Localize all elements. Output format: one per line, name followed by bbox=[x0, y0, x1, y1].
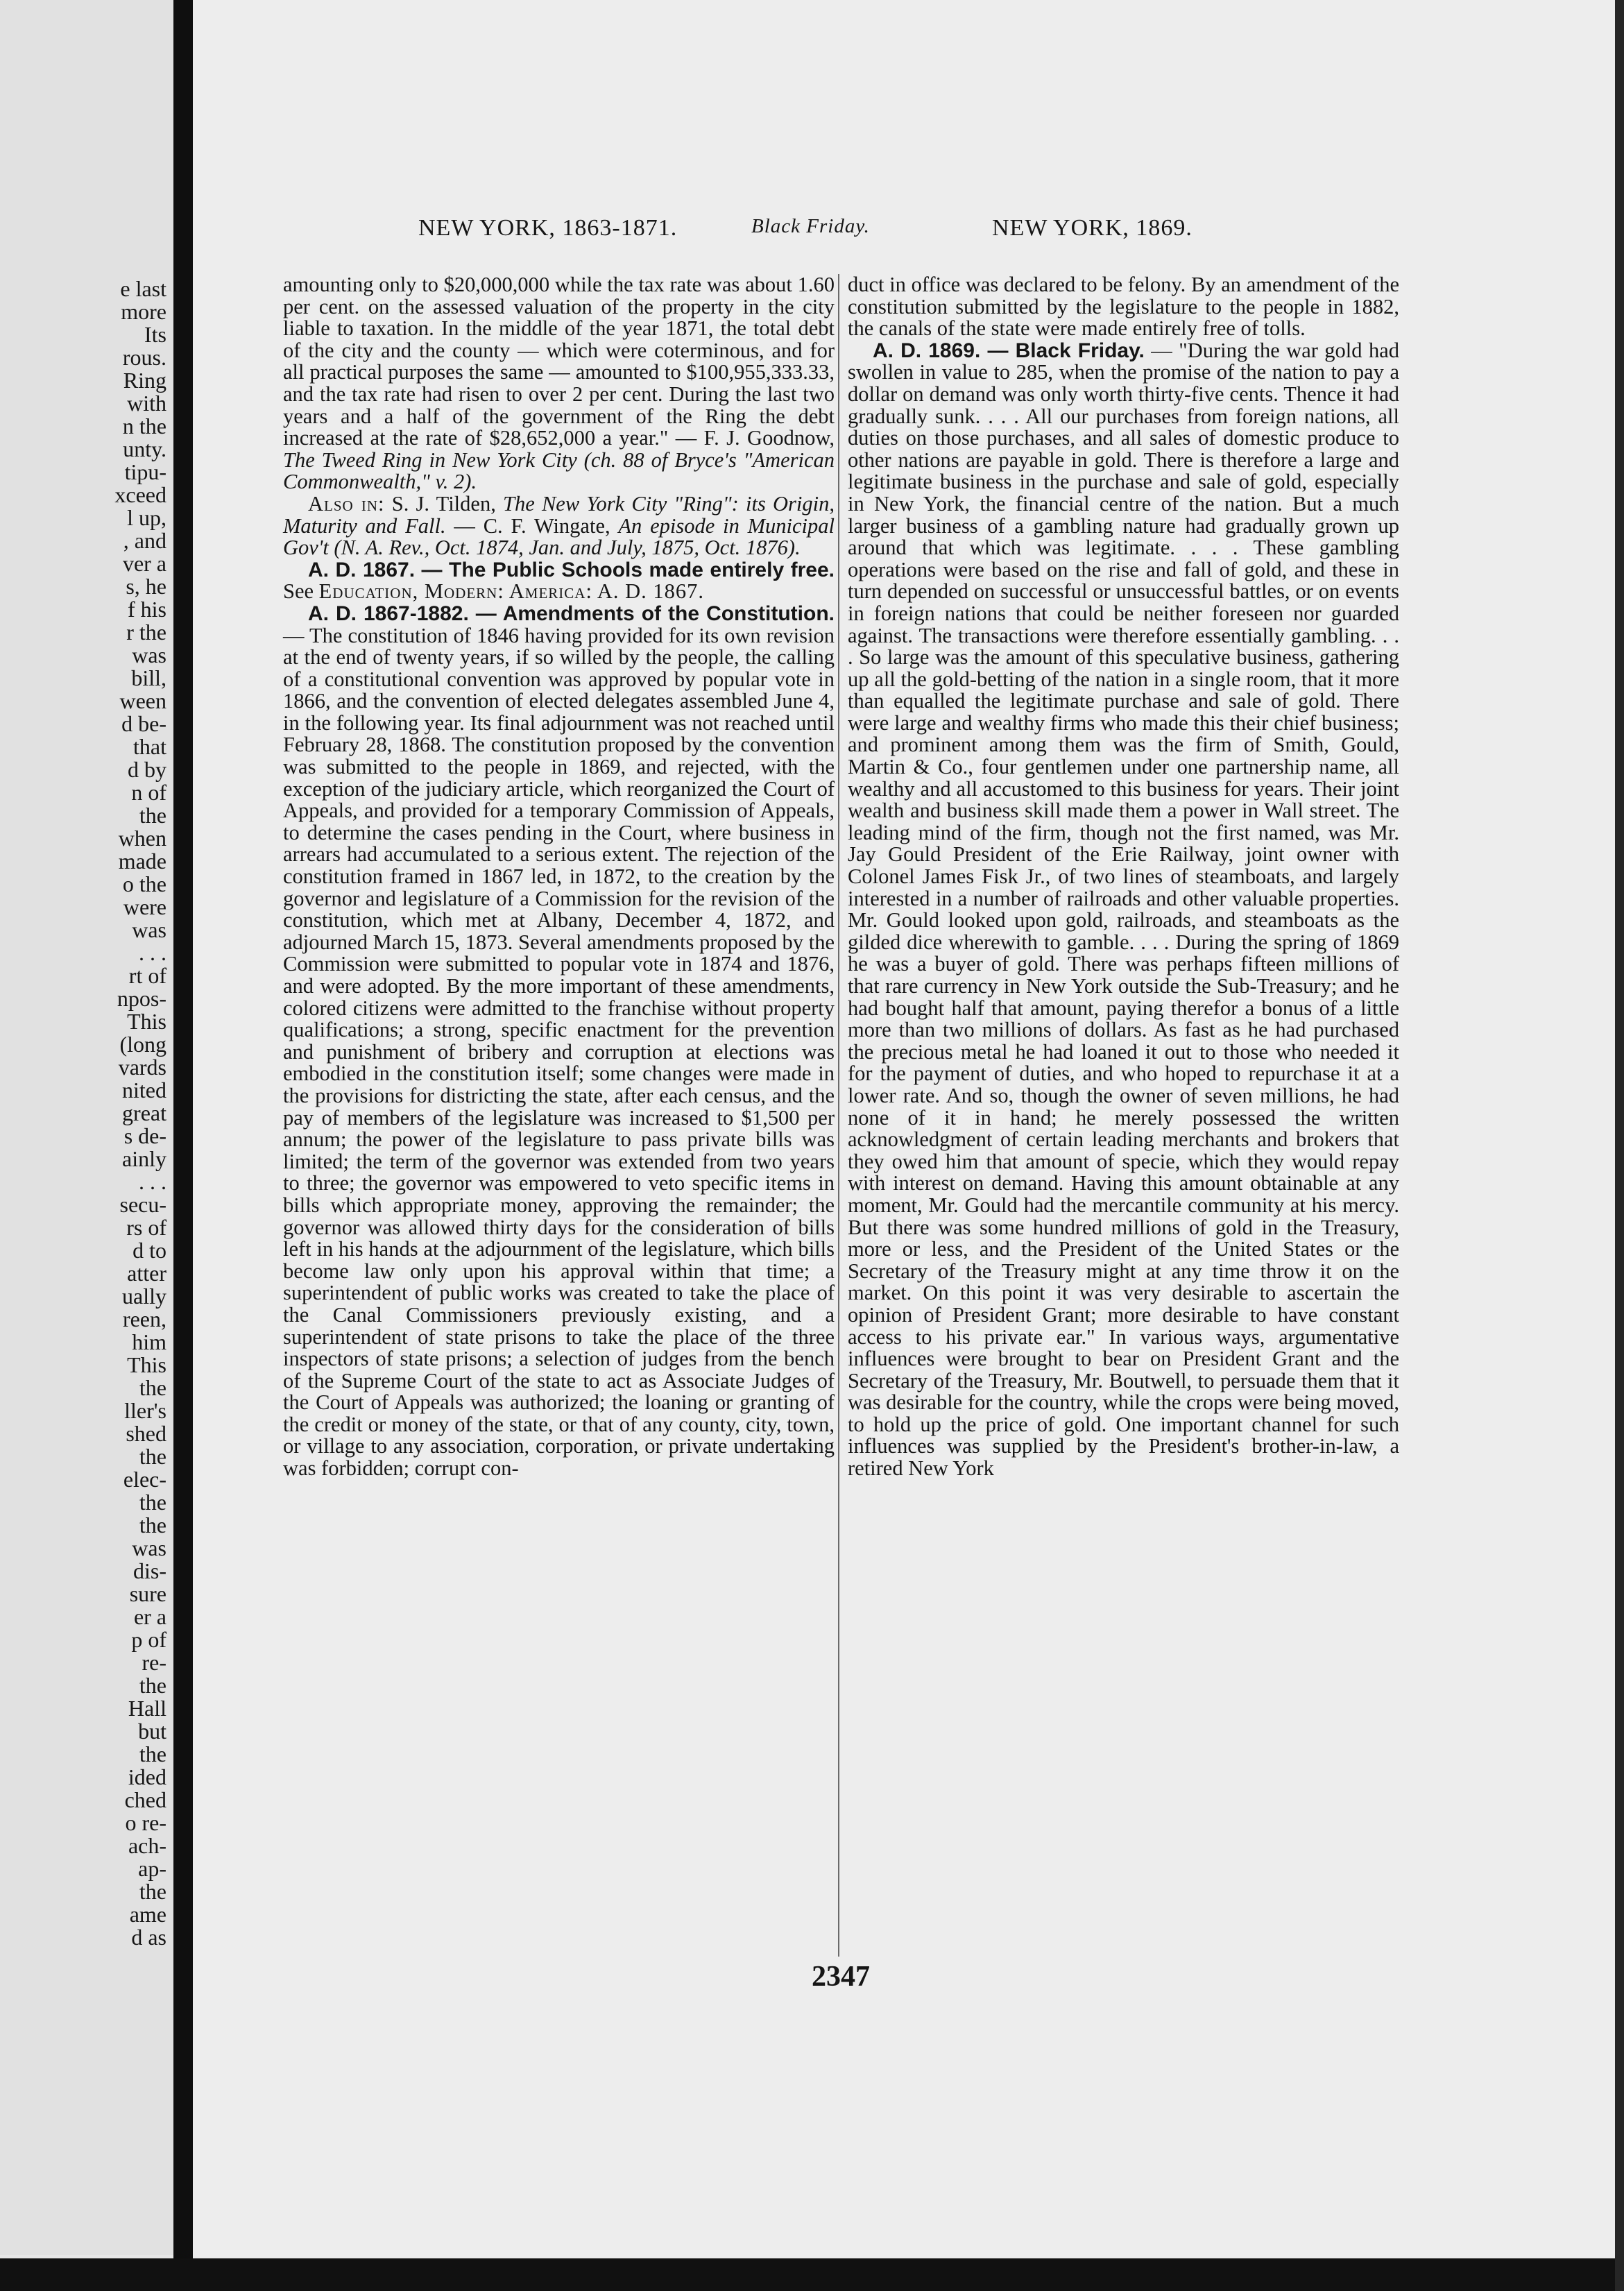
facing-page-line: ver a bbox=[122, 551, 166, 576]
facing-page-line: s de- bbox=[123, 1123, 166, 1148]
facing-page-line: Hall bbox=[128, 1696, 166, 1721]
facing-page-line: shed bbox=[126, 1421, 166, 1446]
facing-page-line: with bbox=[127, 391, 166, 416]
facing-page-line: sure bbox=[129, 1581, 166, 1606]
facing-page-line: the bbox=[139, 1444, 166, 1469]
cross-reference: Education, Modern: America: A. D. 1867. bbox=[318, 579, 705, 604]
facing-page-line: was bbox=[132, 642, 166, 667]
facing-page-line: ame bbox=[129, 1902, 166, 1927]
facing-page-line: the bbox=[139, 1490, 166, 1515]
facing-page-line: was bbox=[132, 1535, 166, 1560]
entry-body: — The constitution of 1846 having provided for its own revision at the end of twenty years, if so willed by the people, the calling of a constitutional convention was approved by popular vote in 1866, and the convention of elected delegates assembled June 4, in the following year. Its final adjournment was not reached until February 28, 1868. The constitution proposed by the convention was submitted to the people in 1869, and rejected, with the exception of the judiciary article, which reorganized the Court of Appeals, and provided for a temporary Commission of Appeals, to determine the cases pending in the Court, where business in arrears had accumulated to a serious extent. The rejection of the constitution framed in 1867 led, in 1872, to the creation by the governor and legislature of a Commission for the revision of the constitution, which met at Albany, December 4, 1872, and adjourned March 15, 1873. Several amendments proposed by the Commission were submitted to popular vote in 1874 and 1876, and were adopted. By the more important of these amendments, colored citizens were admitted to the franchise without property qualifications; a strong, specific enactment for the prevention and punishment of bribery and corruption at elections was embodied in the constitution itself; some changes were made in the provisions for districting the state, after each census, and the pay of members of the legislature was increased to $1,500 per annum; the power of the legislature to pass private bills was limited; the term of the governor was extended from two years to three; the governor was empowered to veto specific items in bills which appropriate money, approving the remainder; the governor was allowed thirty days for the consideration of bills left in his hands at the adjournment of the legislature, which bills become law only upon his approval within that time; a superintendent of public works was created to take the place of the Canal Commissioners previously existing, and a superintendent of state prisons to take the place of the three inspectors of state prisons; a selection of judges from the bench of the Supreme Court of the state to act as Associate Judges of the Court of Appeals was authorized; the loaning or granting of the credit or money of the state, or that of any county, city, town, or village to any association, corporation, or private undertaking was forbidden; corrupt con- bbox=[283, 623, 835, 1481]
facing-page-line: Its bbox=[144, 322, 166, 347]
facing-page-line: but bbox=[138, 1719, 166, 1744]
paragraph-also-in bbox=[283, 493, 835, 559]
text-run: — C. F. Wingate, bbox=[445, 513, 619, 538]
facing-page-line: This bbox=[127, 1352, 166, 1377]
facing-page-line: the bbox=[139, 1673, 166, 1698]
facing-page-line: l up, bbox=[127, 505, 166, 530]
facing-page-line: the bbox=[139, 1741, 166, 1766]
facing-page-line: o the bbox=[122, 871, 166, 896]
paragraph-continuation: duct in office was declared to be felony. By an amendment of the constitution submitted by the legislature to the people in 1882, the canals of the state were made entirely free of tolls. bbox=[848, 273, 1399, 341]
column-divider bbox=[838, 274, 839, 1957]
facing-page-line: (long bbox=[119, 1032, 166, 1057]
entry-heading: A. D. 1869. — Black Friday. bbox=[873, 339, 1145, 362]
facing-page-line: ap- bbox=[138, 1856, 166, 1881]
facing-page-line: Ring bbox=[123, 368, 166, 393]
scan-bottom-edge bbox=[0, 2258, 1624, 2291]
facing-page-line: when bbox=[118, 826, 166, 851]
facing-page-line: unty. bbox=[123, 436, 166, 461]
facing-page-text bbox=[0, 278, 166, 1949]
facing-page-line: made bbox=[118, 849, 166, 874]
facing-page-line: f his bbox=[128, 597, 166, 622]
facing-page-line: the bbox=[139, 1879, 166, 1904]
text-run: See bbox=[283, 579, 319, 604]
entry-1867-schools bbox=[283, 559, 835, 603]
facing-page-line: ched bbox=[124, 1787, 166, 1812]
facing-page-line: that bbox=[133, 734, 166, 759]
entry-1867-1882-constitution bbox=[283, 603, 835, 1480]
book-gutter bbox=[173, 0, 193, 2291]
facing-page-line: the bbox=[139, 803, 166, 828]
facing-page-line: secu- bbox=[119, 1192, 166, 1217]
facing-page-line: ually bbox=[122, 1284, 166, 1309]
citation-tilden: The New York City "Ring": its Origin, Maturity and Fall. bbox=[283, 491, 835, 538]
facing-page-line: the bbox=[139, 1375, 166, 1400]
entry-heading: A. D. 1867-1882. — Amendments of the Constitution. bbox=[308, 602, 835, 625]
facing-page-line: ainly bbox=[122, 1146, 166, 1171]
facing-page-line: r the bbox=[126, 620, 166, 645]
running-head-center: Black Friday. bbox=[751, 215, 870, 237]
facing-page-line: reen, bbox=[122, 1306, 166, 1331]
page-number: 2347 bbox=[812, 1961, 870, 1993]
paragraph-tax-debt bbox=[283, 274, 835, 493]
facing-page-line: n the bbox=[122, 414, 166, 438]
facing-page-line: dis- bbox=[133, 1558, 166, 1583]
left-column bbox=[283, 274, 835, 1480]
facing-page-line: d by bbox=[128, 757, 166, 782]
text-run: amounting only to $20,000,000 while the tax rate was about 1.60 per cent. on the assessed valuation of the property in the city liable to taxation. In the middle of the year 1871, the total debt of the city and the county — which were coterminous, and for all practical purposes the same — amounted to $100,955,333.33, and the tax rate had risen to over 2 per cent. During the last two years and a half of the government of the Ring the debt increased at the rate of $28,652,000 a year." — F. J. Goodnow, bbox=[283, 273, 835, 450]
facing-page-line: rt of bbox=[128, 963, 166, 988]
facing-page-line: d be- bbox=[121, 711, 166, 736]
facing-page-line: npos- bbox=[117, 986, 166, 1011]
facing-page-line: d as bbox=[131, 1925, 166, 1950]
facing-page-line: great bbox=[122, 1100, 166, 1125]
facing-page-line: er a bbox=[133, 1604, 166, 1629]
entry-1869-black-friday bbox=[848, 340, 1399, 1480]
facing-page-line: elec- bbox=[123, 1467, 166, 1492]
facing-page-line: ller's bbox=[124, 1398, 166, 1423]
facing-page-line: p of bbox=[131, 1627, 166, 1652]
facing-page-line: This bbox=[127, 1009, 166, 1034]
facing-page-line: tipu- bbox=[124, 459, 166, 484]
facing-page-line: rous. bbox=[122, 345, 166, 370]
facing-page-line: o re- bbox=[125, 1810, 166, 1835]
facing-page-line: were bbox=[123, 894, 166, 919]
text-run: S. J. Tilden, bbox=[384, 491, 504, 516]
facing-page-line: ween bbox=[119, 688, 166, 713]
facing-page-line: atter bbox=[127, 1261, 166, 1286]
document-page bbox=[193, 0, 1615, 2258]
entry-heading: A. D. 1867. — The Public Schools made entirely free. bbox=[308, 558, 835, 581]
facing-page-edge bbox=[0, 0, 173, 2255]
also-in-label: Also in: bbox=[308, 491, 385, 516]
facing-page-line: , and bbox=[123, 528, 166, 553]
facing-page-line: d to bbox=[133, 1238, 166, 1263]
facing-page-line: xceed bbox=[114, 482, 166, 507]
facing-page-line: . . . bbox=[139, 1169, 166, 1194]
citation-goodnow: The Tweed Ring in New York City (ch. 88 of Bryce's "American Commonwealth," v. 2). bbox=[283, 448, 835, 494]
facing-page-line: ided bbox=[128, 1764, 166, 1789]
running-head-left: NEW YORK, 1863-1871. bbox=[418, 215, 678, 241]
scan-right-edge bbox=[1615, 0, 1624, 2291]
facing-page-line: ach- bbox=[128, 1833, 166, 1858]
facing-page-line: nited bbox=[122, 1078, 166, 1102]
facing-page-line: more bbox=[121, 299, 166, 324]
facing-page-line: the bbox=[139, 1513, 166, 1538]
right-column bbox=[848, 274, 1399, 1480]
facing-page-line: rs of bbox=[126, 1215, 166, 1240]
facing-page-line: re- bbox=[142, 1650, 166, 1675]
facing-page-line: vards bbox=[118, 1055, 166, 1080]
facing-page-line: . . . bbox=[139, 940, 166, 965]
facing-page-line: n of bbox=[131, 780, 166, 805]
facing-page-line: was bbox=[132, 917, 166, 942]
facing-page-line: s, he bbox=[126, 574, 166, 599]
facing-page-line: e last bbox=[120, 276, 166, 301]
running-head-right: NEW YORK, 1869. bbox=[992, 215, 1193, 241]
citation-wingate: An episode in Municipal Gov't (N. A. Rev., Oct. 1874, Jan. and July, 1875, Oct. 1876). bbox=[283, 513, 835, 560]
entry-body: — "During the war gold had swollen in value to 285, when the promise of the nation to pay a dollar on demand was only worth thirty-five cents. Thence it had gradually sunk. . . . All our purchases from foreign nations, all duties on those purchases, and all sales of domestic produce to other nations are payable in gold. There is therefore a large and legitimate business in the purchase and sale of gold, especially in New York, the financial centre of the nation. But a much larger business of a gambling nature had gradually grown up around that which was legitimate. . . . These gambling operations were based on the rise and fall of gold, and these in turn depended on successful or unsuccessful battles, or on events in foreign nations that could be neither foreseen nor guarded against. The transactions were therefore essentially gambling. . . . So large was the amount of this speculative business, gathering up all the gold-betting of the nation in a single room, that it more than equalled the legitimate purchase and sale of gold. There were large and wealthy firms who made this their chief business; and prominent among them was the firm of Smith, Gould, Martin & Co., four gentlemen under one partnership name, all wealthy and all accustomed to this business for years. Their joint wealth and business skill made them a power in Wall street. The leading mind of the firm, though not the first named, was Mr. Jay Gould President of the Erie Railway, joint owner with Colonel James Fisk Jr., of two lines of steamboats, and largely interested in a number of railroads and other valuable properties. Mr. Gould looked upon gold, railroads, and steamboats as the gilded dice wherewith to gamble. . . . During the spring of 1869 he was a buyer of gold. There was perhaps fifteen millions of that rare currency in New York outside the Sub-Treasury; and he had bought half that amount, paying therefor a bonus of a little more than two millions of dollars. As fast as he had purchased the precious metal he had loaned it out to those who needed it for the payment of duties, and who hoped to repurchase it at a lower rate. And so, though the owner of seven millions, he had none of it in hand; he merely possessed the written acknowledgment of certain leading merchants and brokers that they owed him that amount of specie, which they would repay with interest on demand. Having this amount obtainable at any moment, Mr. Gould had the mercantile community at his mercy. But there was some hundred millions of gold in the Treasury, more or less, and the President of the United States or the Secretary of the Treasury might at any time throw it on the market. On this point it was very desirable to ascertain the opinion of President Grant; more desirable to have constant access to his private ear." In various ways, argumentative influences were brought to bear on President Grant and the Secretary of the Treasury, Mr. Boutwell, to persuade them that it was desirable for the country, while the crops were being moved, to hold up the price of gold. One important channel for such influences was supplied by the President's brother-in-law, a retired New York bbox=[848, 338, 1399, 1481]
facing-page-line: bill, bbox=[131, 665, 166, 690]
facing-page-line: him bbox=[132, 1329, 166, 1354]
